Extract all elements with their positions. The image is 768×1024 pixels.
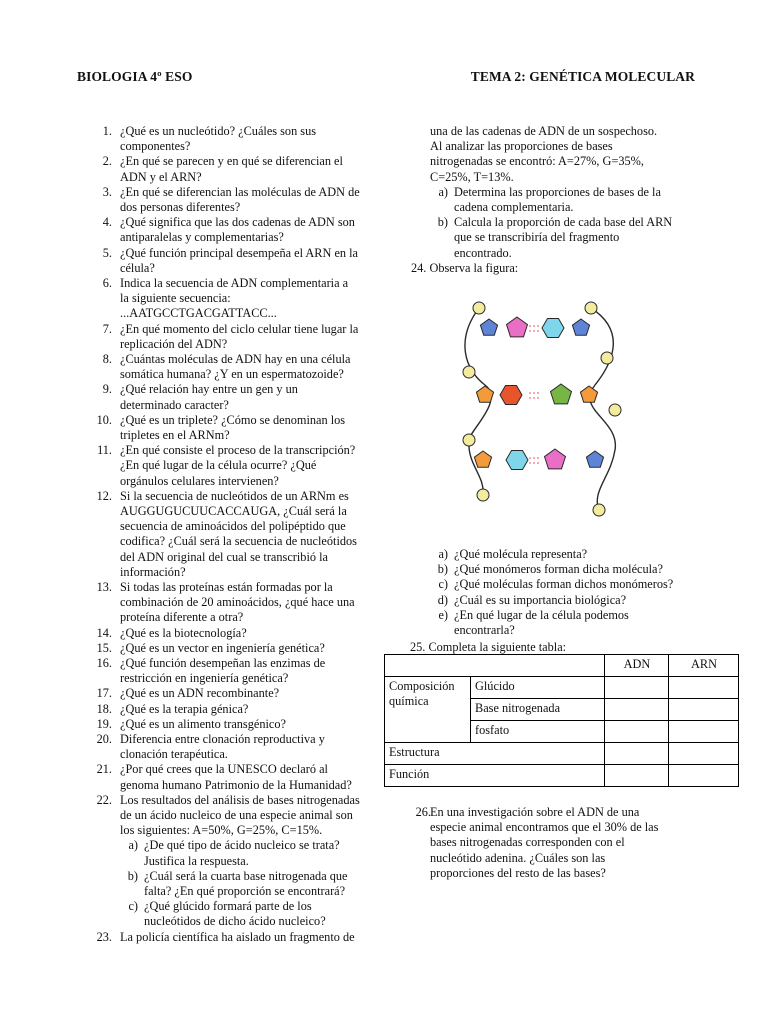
q25-table <box>384 654 739 787</box>
question-text: genoma humano Patrimonio de la Humanidad? <box>120 777 352 792</box>
table-cell-input[interactable] <box>669 699 739 721</box>
subquestion-text: Determina las proporciones de bases de la <box>454 184 661 199</box>
table-header-adn: ADN <box>605 655 669 677</box>
question-text: clonación terapéutica. <box>120 747 228 762</box>
question-text: determinado caracter? <box>120 397 229 412</box>
subquestion-letter: a) <box>128 838 138 853</box>
question-text: C=25%, T=13%. <box>430 169 514 184</box>
subquestion-text: Justifica la respuesta. <box>144 853 249 868</box>
table-row-funcion: Función <box>385 765 605 787</box>
question-text: información? <box>120 564 186 579</box>
question-number: 2. <box>102 154 112 169</box>
phosphate-group <box>601 352 613 364</box>
question-number: 10. <box>96 412 112 427</box>
question-text: ¿Qué relación hay entre un gen y un <box>120 382 298 397</box>
table-cell-input[interactable] <box>605 743 669 765</box>
question-number: 23. <box>96 929 112 944</box>
table-header-arn: ARN <box>669 655 739 677</box>
base-hexagon <box>542 319 564 338</box>
question-number: 8. <box>102 352 112 366</box>
question-number: 20. <box>96 732 112 746</box>
header-left: BIOLOGIA 4º ESO <box>77 69 193 84</box>
question-text: ...AATGCCTGACGATTACC... <box>120 306 277 321</box>
subquestion-text: ¿Qué molécula representa? <box>454 547 588 561</box>
question-text: En una investigación sobre el ADN de una <box>430 805 640 819</box>
sugar-pentagon <box>586 451 603 467</box>
subquestion-text: que se transcribiría del fragmento <box>454 230 620 245</box>
question-text: nitrogenadas se encontró: A=27%, G=35%, <box>430 154 644 169</box>
question-number: 14. <box>96 625 112 640</box>
question-text: orgánulos celulares intervienen? <box>120 473 279 488</box>
question-number: 11. <box>97 443 112 458</box>
table-cell-input[interactable] <box>605 677 669 699</box>
question-text: célula? <box>120 260 155 275</box>
question-number: 7. <box>102 321 112 336</box>
question-text: antiparalelas y complementarias? <box>120 230 284 245</box>
question-number: 22. <box>96 792 112 807</box>
phosphate-group <box>463 434 475 446</box>
question-text: proteína diferente a otra? <box>120 610 244 625</box>
subquestion-text: ¿En qué lugar de la célula podemos <box>454 607 629 622</box>
question-text: ¿Qué es la terapia génica? <box>120 701 249 716</box>
sugar-pentagon <box>480 319 497 335</box>
subquestion-letter: a) <box>438 547 448 561</box>
question-number: 21. <box>96 762 112 777</box>
question-text: ¿Cuántas moléculas de ADN hay en una célula <box>120 352 351 366</box>
subquestion-letter: c) <box>438 577 448 592</box>
question-text: ¿Qué es un alimento transgénico? <box>120 716 286 731</box>
question-number: 5. <box>102 245 112 260</box>
sugar-pentagon <box>572 319 589 335</box>
sugar-pentagon <box>474 451 491 467</box>
question-text: proporciones del resto de las bases? <box>430 865 606 880</box>
question-text: tripletes en el ARNm? <box>120 427 230 442</box>
subquestion-text: encontrarla? <box>454 622 515 637</box>
question-text: ¿Qué es un nucleótido? ¿Cuáles son sus <box>120 124 317 138</box>
table-row-base: Base nitrogenada <box>471 699 605 721</box>
question-text: Si todas las proteínas están formadas por la <box>120 580 333 594</box>
question-text: ¿Qué es un ADN recombinante? <box>120 686 280 701</box>
question-text: secuencia de aminoácidos del polipéptido que <box>120 519 346 534</box>
subquestion-text: ¿Qué moléculas forman dichos monómeros? <box>454 577 674 592</box>
table-cell-empty <box>385 655 605 677</box>
subquestion-text: ¿Qué glúcido formará parte de los <box>144 899 312 914</box>
question-text: somática humana? ¿Y en un espermatozoide? <box>120 367 344 382</box>
phosphate-group <box>463 366 475 378</box>
question-text: Si la secuencia de nucleótidos de un ARNm es <box>120 488 349 503</box>
question-text: una de las cadenas de ADN de un sospechoso. <box>430 124 658 138</box>
question-text: restricción en ingeniería genética? <box>120 671 289 686</box>
table-cell-input[interactable] <box>605 699 669 721</box>
question-text: La policía científica ha aislado un fragmento de <box>120 929 355 944</box>
question-text: ¿Qué significa que las dos cadenas de ADN son <box>120 215 355 230</box>
subquestion-text: encontrado. <box>454 245 512 260</box>
phosphate-group <box>609 404 621 416</box>
question-text: ¿Qué es un triplete? ¿Cómo se denominan los <box>120 412 346 427</box>
base-hexagon <box>506 451 528 470</box>
subquestion-text: Calcula la proporción de cada base del ARN <box>454 215 673 230</box>
question-number: 16. <box>96 656 112 670</box>
question-text: especie animal encontramos que el 30% de las <box>430 820 659 835</box>
question-text: dos personas diferentes? <box>120 199 241 214</box>
q25-heading: 25. Completa la siguiente tabla: <box>410 640 567 654</box>
question-text: la siguiente secuencia: <box>120 291 231 306</box>
subquestion-letter: b) <box>437 215 448 230</box>
question-text: ¿En qué lugar de la célula ocurre? ¿Qué <box>120 458 317 473</box>
question-text: Los resultados del análisis de bases nitrogenadas <box>120 792 360 807</box>
question-number: 3. <box>102 184 112 199</box>
subquestion-letter: a) <box>438 184 448 199</box>
question-number: 17. <box>96 686 112 701</box>
question-text: combinación de 20 aminoácidos, ¿qué hace una <box>120 595 355 610</box>
table-cell-input[interactable] <box>669 765 739 787</box>
table-row-fosfato: fosfato <box>471 721 605 743</box>
question-text: nucleótido adenina. ¿Cuáles son las <box>430 850 606 865</box>
question-number: 9. <box>102 382 112 397</box>
question-text: ¿Qué función desempeñan las enzimas de <box>120 656 326 670</box>
subquestion-text: falta? ¿En qué proporción se encontrará? <box>144 883 346 898</box>
question-number: 15. <box>96 640 112 655</box>
question-text: ¿Qué función principal desempeña el ARN en la <box>120 245 358 260</box>
question-number: 4. <box>102 215 112 230</box>
subquestion-text: nucleótidos de dicho ácido nucleico? <box>144 914 326 929</box>
question-number: 1. <box>102 124 112 138</box>
subquestion-text: cadena complementaria. <box>454 199 574 214</box>
table-cell-input[interactable] <box>605 721 669 743</box>
question-heading: 24. Observa la figura: <box>411 260 519 275</box>
question-text: los siguientes: A=50%, G=25%, C=15%. <box>120 823 323 838</box>
question-text: componentes? <box>120 139 191 154</box>
question-number: 18. <box>96 701 112 716</box>
question-text: Diferencia entre clonación reproductiva y <box>120 732 325 746</box>
question-number: 26. <box>415 805 431 819</box>
question-text: bases nitrogenadas corresponden con el <box>430 835 625 850</box>
question-text: ¿En qué se parecen y en qué se diferencian el <box>120 154 343 169</box>
question-text: de un ácido nucleico de una especie animal son <box>120 807 353 822</box>
base-hexagon <box>500 386 522 405</box>
base-pentagon <box>545 449 566 469</box>
phosphate-group <box>593 504 605 516</box>
table-cell-input[interactable] <box>669 677 739 699</box>
question-text: codifica? ¿Cuál será la secuencia de nucleótidos <box>120 534 357 549</box>
subquestion-letter: b) <box>127 868 138 883</box>
sugar-pentagon <box>580 386 597 402</box>
question-text: ADN y el ARN? <box>120 169 202 184</box>
question-number: 13. <box>96 580 112 594</box>
question-text: Al analizar las proporciones de bases <box>430 139 613 154</box>
question-text: ¿Qué es un vector en ingeniería genética? <box>120 640 325 655</box>
table-row-composicion: Composición química <box>385 677 471 743</box>
subquestion-letter: e) <box>438 607 448 622</box>
sugar-pentagon <box>476 386 493 402</box>
subquestion-letter: b) <box>437 562 448 577</box>
question-number: 12. <box>96 488 112 503</box>
question-text: ¿En qué consiste el proceso de la transcripción? <box>120 443 356 458</box>
question-number: 19. <box>96 716 112 731</box>
question-text: ¿Por qué crees que la UNESCO declaró al <box>120 762 328 777</box>
question-number: 6. <box>102 276 112 290</box>
question-text: ¿En qué momento del ciclo celular tiene lugar la <box>120 321 359 336</box>
subquestion-text: ¿De qué tipo de ácido nucleico se trata? <box>144 838 340 853</box>
phosphate-group <box>585 302 597 314</box>
question-text: Indica la secuencia de ADN complementaria a <box>120 276 349 290</box>
table-cell-input[interactable] <box>669 743 739 765</box>
base-pentagon <box>551 384 572 404</box>
subquestion-letter: d) <box>437 592 448 607</box>
dna-figure <box>455 300 635 530</box>
question-text: ¿Qué es la biotecnología? <box>120 625 247 640</box>
header-right: TEMA 2: GENÉTICA MOLECULAR <box>470 69 695 84</box>
subquestion-letter: c) <box>128 899 138 914</box>
question-text: del ADN original del cual se transcribió la <box>120 549 328 564</box>
base-pentagon <box>507 317 528 337</box>
phosphate-group <box>473 302 485 314</box>
question-text: ¿En qué se diferencian las moléculas de ADN de <box>120 184 360 199</box>
subquestion-text: ¿Cuál será la cuarta base nitrogenada que <box>144 868 348 883</box>
table-row-glucido: Glúcido <box>471 677 605 699</box>
table-cell-input[interactable] <box>669 721 739 743</box>
subquestion-text: ¿Qué monómeros forman dicha molécula? <box>454 562 663 577</box>
question-text: AUGGUGUCUUCACCAUGA, ¿Cuál será la <box>120 503 347 518</box>
table-row-estructura: Estructura <box>385 743 605 765</box>
table-cell-input[interactable] <box>605 765 669 787</box>
subquestion-text: ¿Cuál es su importancia biológica? <box>454 592 627 607</box>
phosphate-group <box>477 489 489 501</box>
question-text: replicación del ADN? <box>120 336 228 351</box>
